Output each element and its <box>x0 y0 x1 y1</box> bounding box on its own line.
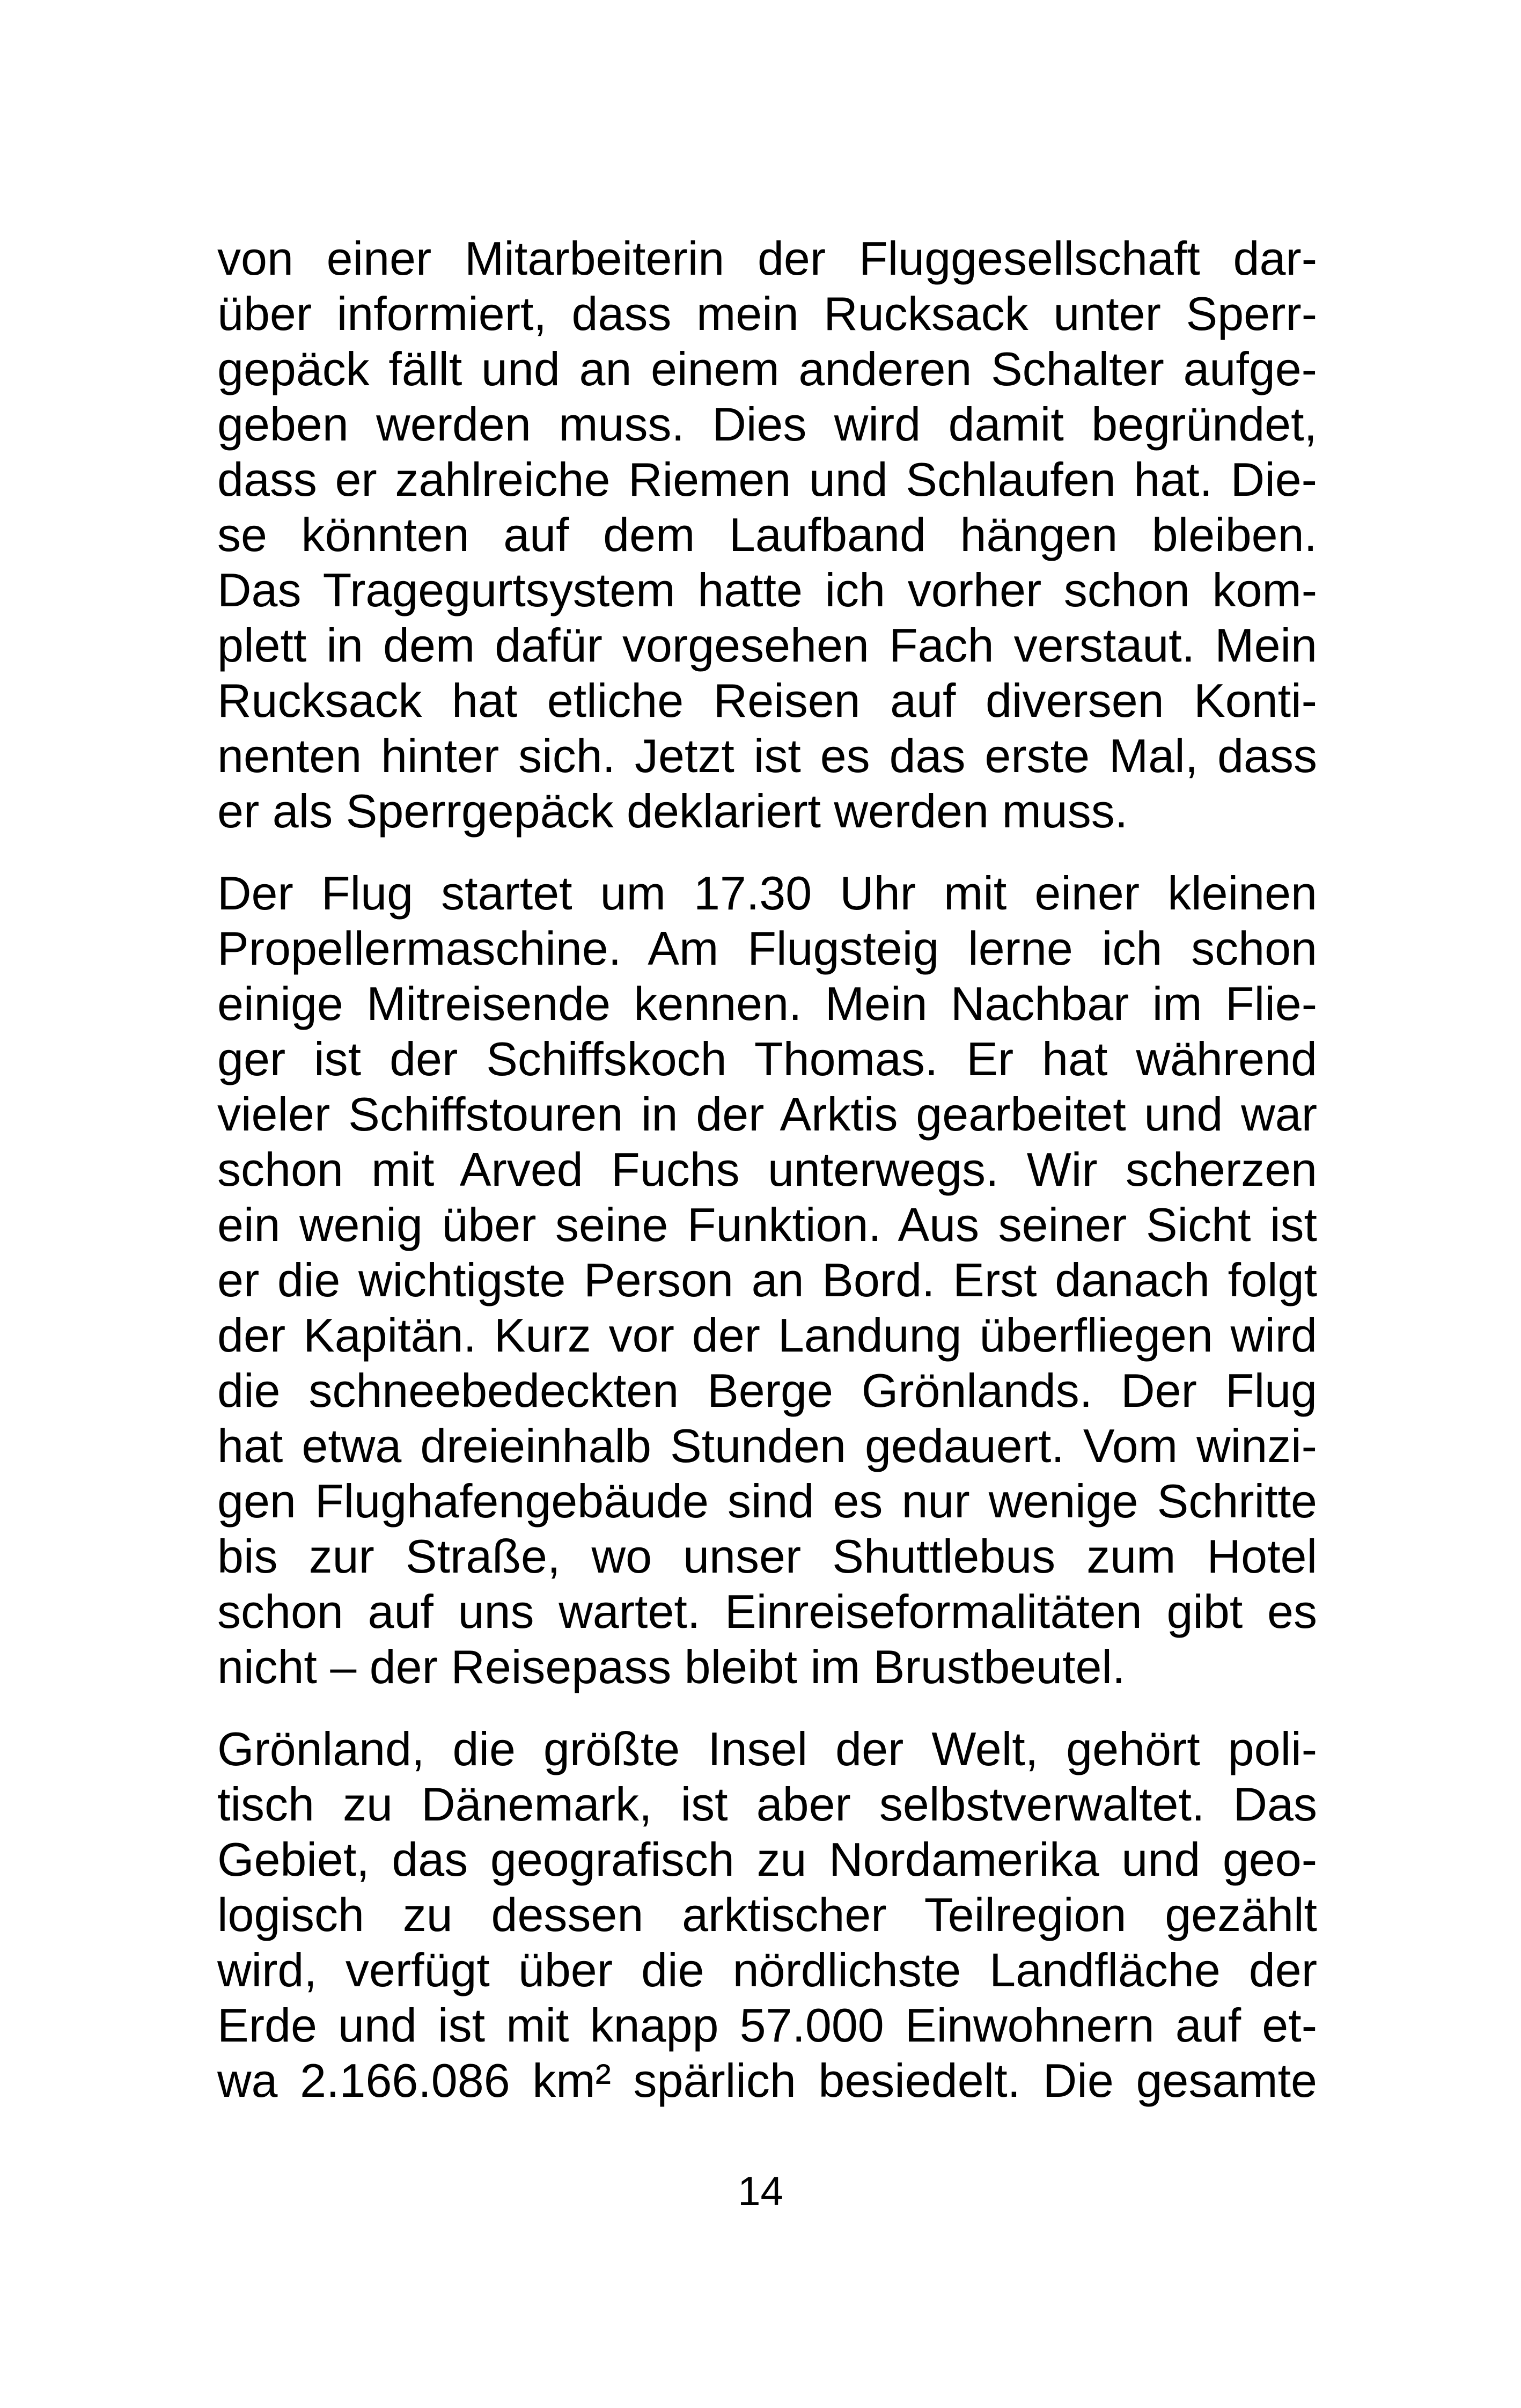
text-line: einige Mitreisende kennen. Mein Nachbar im Flie- <box>217 977 1317 1030</box>
text-line: wird, verfügt über die nördlichste Landfläche der <box>217 1943 1317 1996</box>
text-line: wa 2.166.086 km² spärlich besiedelt. Die gesamte <box>217 2054 1317 2107</box>
text-line: die schneebedeckten Berge Grönlands. Der Flug <box>217 1364 1317 1417</box>
text-line: Das Tragegurtsystem hatte ich vorher schon kom- <box>217 563 1317 616</box>
text-line: gen Flughafengebäude sind es nur wenige Schritte <box>217 1474 1317 1528</box>
paragraph-1 <box>217 231 1317 839</box>
text-line: von einer Mitarbeiterin der Fluggesellschaft dar- <box>217 232 1317 285</box>
text-line: Rucksack hat etliche Reisen auf diversen Konti- <box>217 674 1317 727</box>
text-line: Erde und ist mit knapp 57.000 Einwohnern auf et- <box>217 1999 1317 2052</box>
text-line: dass er zahlreiche Riemen und Schlaufen hat. Die- <box>217 453 1317 506</box>
text-line: tisch zu Dänemark, ist aber selbstverwaltet. Das <box>217 1778 1317 1831</box>
text-line: schon auf uns wartet. Einreiseformalitäten gibt es <box>217 1585 1317 1638</box>
text-line: nenten hinter sich. Jetzt ist es das erste Mal, dass <box>217 729 1317 782</box>
text-line: der Kapitän. Kurz vor der Landung überfliegen wird <box>217 1309 1317 1362</box>
text-line: Gebiet, das geografisch zu Nordamerika und geo- <box>217 1833 1317 1886</box>
text-line: hat etwa dreieinhalb Stunden gedauert. Vom winzi- <box>217 1419 1317 1472</box>
text-line: er die wichtigste Person an Bord. Erst danach folgt <box>217 1253 1317 1306</box>
text-line: schon mit Arved Fuchs unterwegs. Wir scherzen <box>217 1143 1317 1196</box>
body-text <box>217 231 1317 2108</box>
text-line: über informiert, dass mein Rucksack unter Sperr- <box>217 287 1317 340</box>
text-line: ger ist der Schiffskoch Thomas. Er hat während <box>217 1032 1317 1085</box>
text-line: logisch zu dessen arktischer Teilregion gezählt <box>217 1888 1317 1941</box>
text-line: bis zur Straße, wo unser Shuttlebus zum Hotel <box>217 1530 1317 1583</box>
paragraph-3 <box>217 1721 1317 2108</box>
text-line: gepäck fällt und an einem anderen Schalter aufge- <box>217 342 1317 395</box>
text-line: vieler Schiffstouren in der Arktis gearbeitet und war <box>217 1088 1317 1141</box>
text-line: er als Sperrgepäck deklariert werden muss. <box>217 784 1128 838</box>
paragraph-2 <box>217 865 1317 1694</box>
text-line: nicht – der Reisepass bleibt im Brustbeutel. <box>217 1640 1126 1693</box>
text-line: Propellermaschine. Am Flugsteig lerne ich schon <box>217 922 1317 975</box>
text-line: geben werden muss. Dies wird damit begründet, <box>217 398 1317 451</box>
text-line: se könnten auf dem Laufband hängen bleiben. <box>217 508 1317 561</box>
text-line: Der Flug startet um 17.30 Uhr mit einer kleinen <box>217 867 1317 920</box>
page-number: 14 <box>738 2169 783 2214</box>
text-line: Grönland, die größte Insel der Welt, gehört poli- <box>217 1722 1317 1775</box>
text-line: ein wenig über seine Funktion. Aus seiner Sicht ist <box>217 1198 1317 1251</box>
text-line: plett in dem dafür vorgesehen Fach verstaut. Mein <box>217 619 1317 672</box>
